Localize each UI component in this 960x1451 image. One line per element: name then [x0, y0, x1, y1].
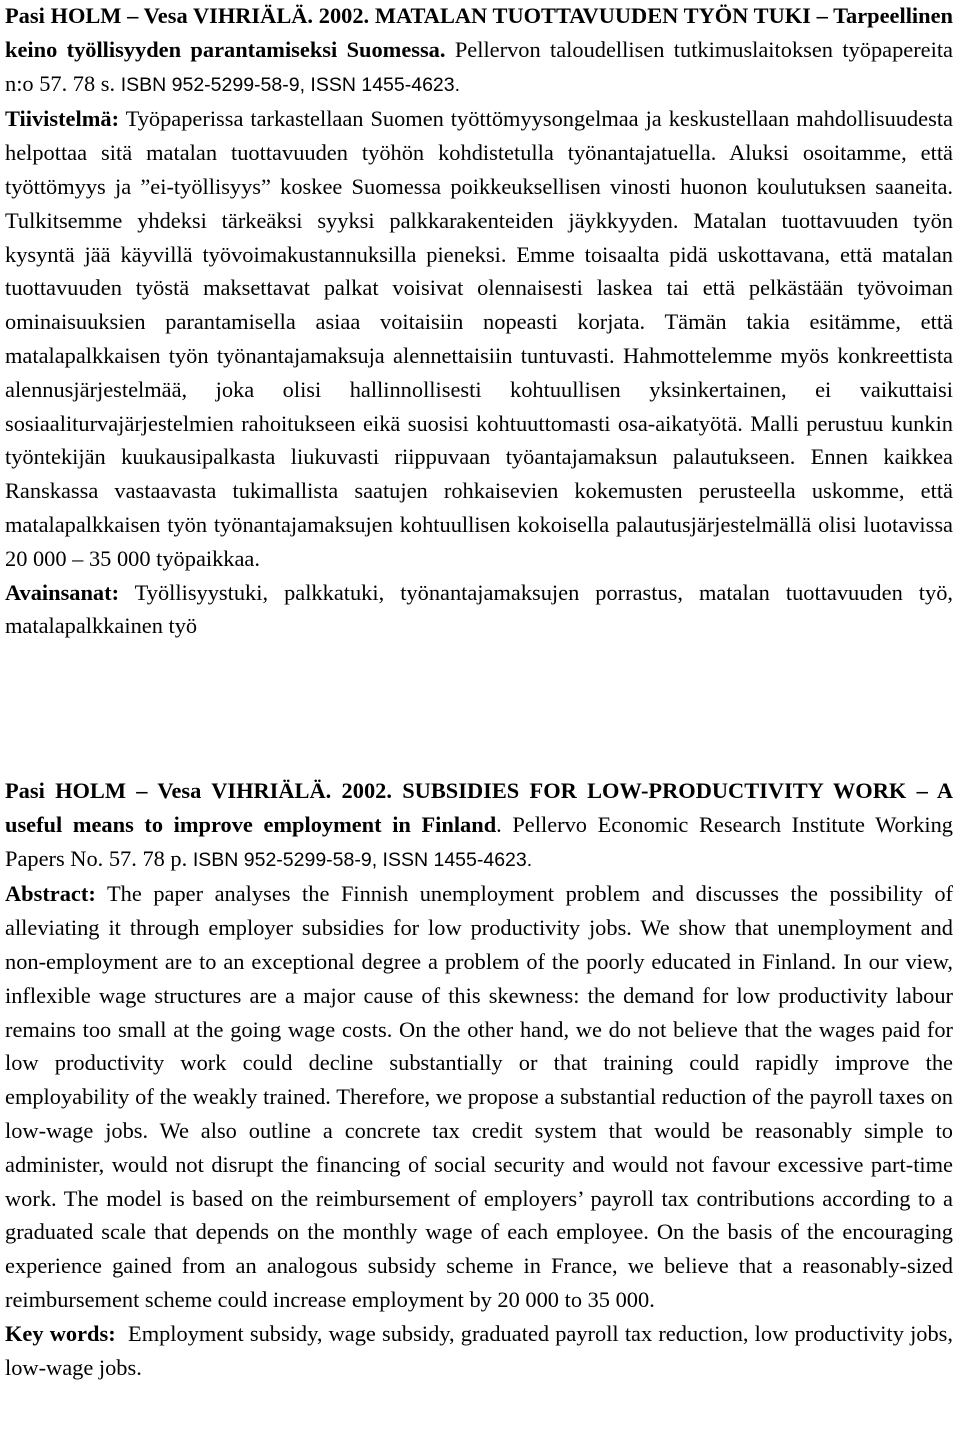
finnish-keywords — [5, 576, 953, 644]
english-title: SUBSIDIES FOR LOW-PRODUCTIVITY WORK – A useful means to improve employment in Finland — [5, 778, 953, 837]
finnish-series: Pellervon taloudellisen tutkimuslaitoksen työpapereita n:o 57. 78 s. — [5, 36, 953, 96]
english-authors: Pasi HOLM – Vesa VIHRIÄLÄ. 2002. — [5, 778, 392, 803]
finnish-abstract-label: Tiivistelmä: — [5, 106, 120, 132]
english-series: . Pellervo Economic Research Institute Working Papers No. 57. 78 p. — [5, 811, 953, 871]
finnish-title: MATALAN TUOTTAVUUDEN TYÖN TUKI – Tarpeellinen keino työllisyyden parantamiseksi Suomessa. — [5, 3, 953, 62]
finnish-abstract-text: Työpaperissa tarkastellaan Suomen työttömyysongelmaa ja keskustellaan mahdollisuudesta helpottaa sitä matalan tuottavuuden työhön kohdistetulla työnantajatuella. Aluksi osoitamme, että työttömyys ja ”ei-työllisyys” koskee Suomessa poikkeuksellisen vinosti huonon koulutuksen saaneita. Tulkitsemme yhdeksi tärkeäksi syyksi palkkarakenteiden jäykkyyden. Matalan tuottavuuden työn kysyntä jää käyvillä työvoimakustannuksilla pieneksi. Emme toisaalta pidä uskottavana, että matalan tuottavuuden työstä maksettavat palkat voisivat olennaisesti laskea tai että pelkästään työvoiman ominaisuuksien parantamisella asiaa voitaisiin nopeasti korjata. Tämän takia esitämme, että matalapalkkaisen työn työnantajamaksuja alennettaisiin tuntuvasti. Hahmottelemme myös konkreettista alennusjärjestelmää, joka olisi hallinnollisesti kohtuullisen yksinkertainen, ei vaikuttaisi sosiaaliturvajärjestelmien rahoitukseen eikä suosisi kohtuuttomasti osa-aikatyötä. Malli perustuu kunkin työntekijän kuukausipalkasta liukuvasti riippuvaan työantajamaksun palautukseen. Ennen kaikkea Ranskassa vastaavasta tukimallista saatujen rohkaisevien kokemusten perusteella uskomme, että matalapalkkaisen työn työnantajamaksujen kohtuullisen kokoisella palautusjärjestelmällä olisi luotavissa 20 000 – 35 000 työpaikkaa. — [5, 106, 953, 571]
english-abstract-text: The paper analyses the Finnish unemployment problem and discusses the possibility of alleviating it through employer subsidies for low productivity jobs. We show that unemployment and non-employment are to an exceptional degree a problem of the poorly educated in Finland. In our view, inflexible wage structures are a major cause of this skewness: the demand for low productivity labour remains too small at the going wage costs. On the other hand, we do not believe that the wages paid for low productivity work could decline substantially or that training could rapidly improve the employability of the weakly trained. Therefore, we propose a substantial reduction of the payroll taxes on low-wage jobs. We also outline a concrete tax credit system that would be reasonably simple to administer, would not disrupt the financing of social security and would not favour excessive part-time work. The model is based on the reimbursement of employers’ payroll tax contributions according to a graduated scale that depends on the monthly wage of each employee. On the basis of the encouraging experience gained from an analogous subsidy scheme in France, we believe that a reasonably-sized reimbursement scheme could increase employment by 20 000 to 35 000. — [5, 881, 954, 1312]
english-abstract — [5, 877, 953, 1316]
english-citation — [5, 774, 953, 877]
english-section — [5, 774, 953, 1384]
finnish-authors: Pasi HOLM – Vesa VIHRIÄLÄ. 2002. — [5, 3, 370, 28]
english-abstract-label: Abstract: — [5, 881, 96, 907]
english-keywords-label: Key words: — [5, 1320, 116, 1346]
finnish-isbn: ISBN 952-5299-58-9, ISSN 1455-4623. — [120, 73, 461, 96]
english-keywords-text: Employment subsidy, wage subsidy, graduated payroll tax reduction, low productivity jobs, low-wage jobs. — [5, 1320, 953, 1380]
finnish-abstract — [5, 102, 953, 575]
english-keywords — [5, 1317, 953, 1385]
finnish-keywords-text: Työllisyystuki, palkkatuki, työnantajamaksujen porrastus, matalan tuottavuuden työ, matalapalkkainen työ — [5, 579, 953, 639]
finnish-section — [5, 0, 953, 643]
finnish-citation — [5, 0, 953, 102]
english-isbn: ISBN 952-5299-58-9, ISSN 1455-4623. — [192, 848, 533, 871]
finnish-keywords-label: Avainsanat: — [5, 579, 120, 605]
